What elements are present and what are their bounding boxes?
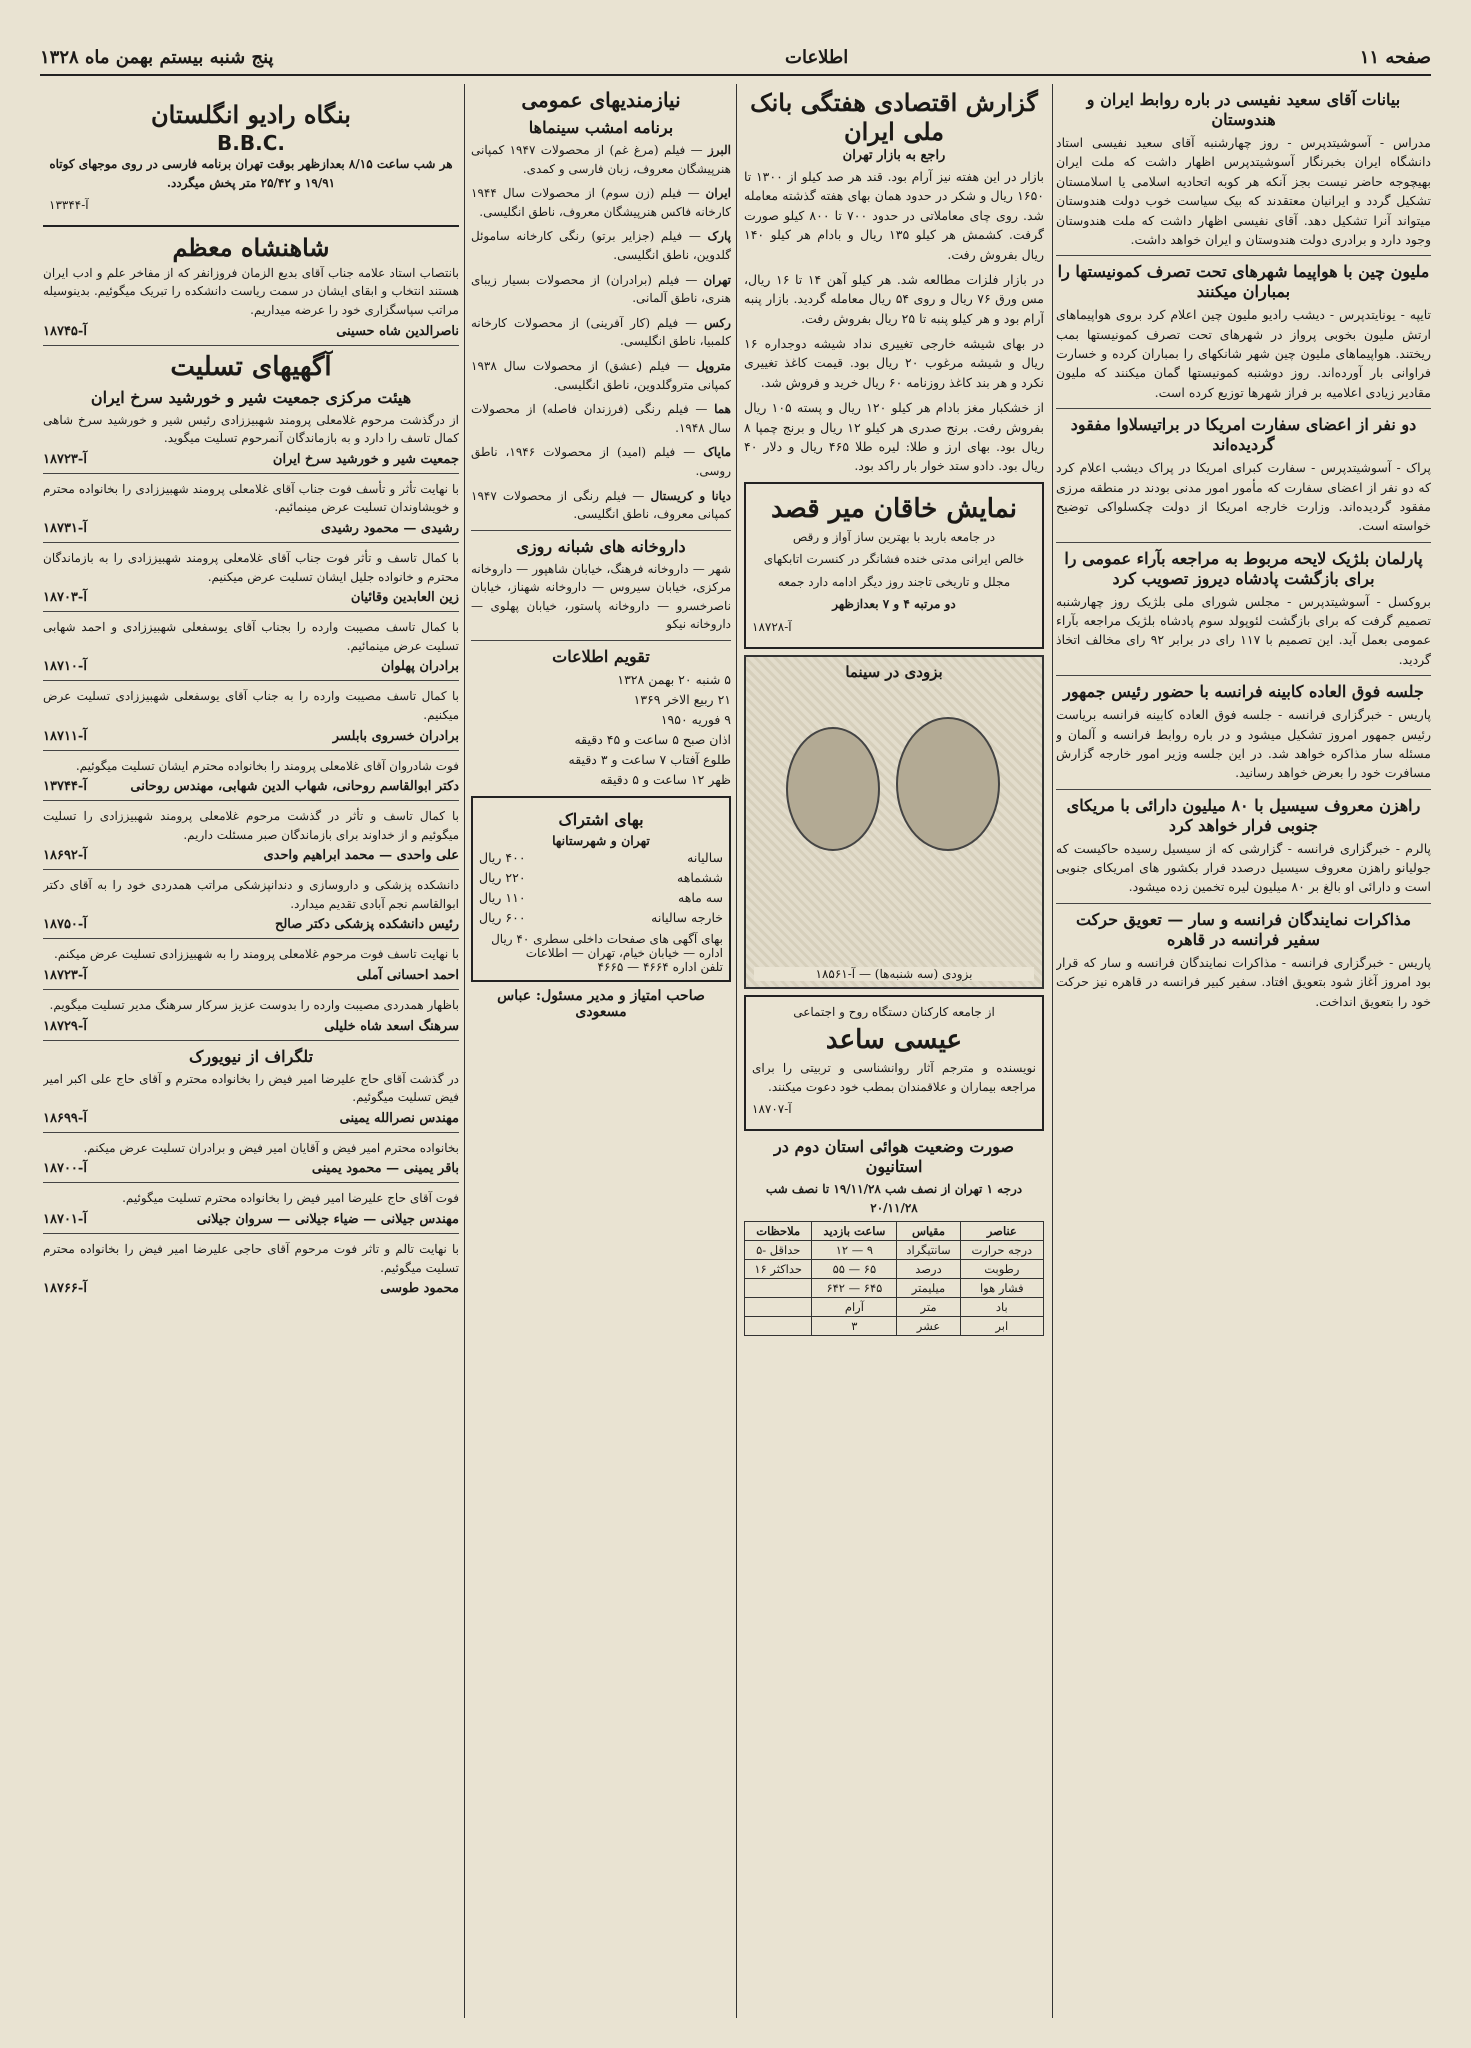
telegram-notice bbox=[43, 1047, 459, 1126]
weather-cell: حداقل -۵ bbox=[745, 1241, 812, 1260]
divider bbox=[471, 640, 731, 641]
date-line: پنج شنبه بیستم بهمن ماه ۱۳۲۸ bbox=[40, 46, 274, 68]
notice-text: با نهایت تأثر و تأسف فوت جناب آقای غلامعلی پرومند شهبیززادی را بخانواده محترم و خویشاوندان تسلیت عرض مینمائیم. bbox=[43, 481, 459, 515]
cinema-heading: برنامه امشب سینماها bbox=[528, 118, 674, 137]
report-paragraph: از خشکبار مغز بادام هر کیلو ۱۲۰ ریال و پسته ۱۰۵ ریال بفروش رفت. برنج صدری هر کیلو ۱۲ ریال و برنج چمپا ۸ ریال بود. بهای ارز و طلا: لیره طلا ۴۶۵ ریال و دلار ۴۰ ریال بود. دادو ستد خوار بار راکد بود. bbox=[744, 400, 1044, 474]
condolence-notice bbox=[43, 1139, 459, 1177]
ads-column bbox=[43, 84, 459, 2018]
article-title: دو نفر از اعضای سفارت امریکا در براتیسلاوا مفقود گردیده‌اند bbox=[1070, 415, 1417, 455]
calendar-line: ۲۱ ربیع الاخر ۱۳۶۹ bbox=[633, 692, 731, 708]
weather-cell: رطوبت bbox=[960, 1260, 1043, 1279]
divider bbox=[43, 1132, 459, 1133]
phones: تلفن اداره ۴۶۶۴ — ۴۶۶۵ bbox=[597, 960, 723, 975]
weather-row bbox=[745, 1241, 1044, 1260]
calendar-line: اذان صبح ۵ ساعت و ۴۵ دقیقه bbox=[574, 732, 731, 748]
notice-text: با کمال تاسف مصیبت وارده را به جناب آقای یوسفعلی شهبیززادی تسلیت عرض میکنیم. bbox=[43, 689, 459, 722]
pharmacy-list: شهر — داروخانه فرهنگ، خیابان شاهپور — داروخانه مرکزی، خیابان سیروس — داروخانه شهناز، خیابان ناصرخسرو — داروخانه پاستور، خیابان پهلوی — داروخانه نیکو bbox=[471, 561, 731, 632]
telegram-body: در گذشت آقای حاج علیرضا امیر فیض را بخانواده محترم و آقای حاج علی اکبر امیر فیض تسلیت میگوئیم. bbox=[43, 1071, 459, 1105]
subscription-row: خارجه سالیانه ۶۰۰ ریال bbox=[479, 910, 723, 926]
weather-cell: سانتیگراد bbox=[897, 1241, 960, 1260]
weather-cell: میلیمتر bbox=[897, 1279, 960, 1298]
report-title: گزارش اقتصادی هفتگی بانک ملی ایران bbox=[750, 88, 1038, 146]
condolence-notice bbox=[43, 757, 459, 795]
article-body: بروکسل - آسوشیتدپرس - مجلس شورای ملی بلژیک روز چهارشنبه تصمیم گرفت که برای بازگشت لئوپولد سوم پادشاه بلژیک مراجعه بآراء عمومی بعمل آید. این تصمیم با ۱۱۷ رای در برابر ۹۲ رای مخالف اتخاذ گردید. bbox=[1056, 593, 1431, 667]
ad-ref: آ-۱۸۷۲۸ bbox=[752, 620, 792, 634]
condolence-notice bbox=[43, 1240, 459, 1296]
subscription-heading: بهای اشتراک bbox=[558, 810, 644, 830]
weather-cell bbox=[745, 1317, 812, 1336]
theatre-line: خالص ایرانی مدتی خنده فشانگر در کنسرت اتابکهای bbox=[763, 552, 1025, 567]
weather-cell: متر bbox=[897, 1298, 960, 1317]
divider bbox=[43, 680, 459, 681]
calendar-line: طلوع آفتاب ۷ ساعت و ۳ دقیقه bbox=[568, 752, 731, 768]
condolence-notice bbox=[43, 388, 459, 467]
theatre-line: در جامعه باربد با بهترین ساز آواز و رقص bbox=[792, 529, 996, 544]
doctor-name: عیسی ساعد bbox=[825, 1025, 963, 1056]
subscription-subtitle: تهران و شهرستانها bbox=[552, 833, 650, 849]
calendar-box bbox=[471, 670, 731, 790]
signature-row: محمود طوسی آ-۱۸۷۶۶ bbox=[43, 1281, 459, 1297]
column-rule bbox=[736, 84, 737, 2018]
publisher-line: صاحب امتیاز و مدیر مسئول: عباس مسعودی bbox=[497, 988, 705, 1021]
signature-row: علی واحدی — محمد ابراهیم واحدی آ-۱۸۶۹۲ bbox=[43, 848, 459, 864]
doctor-intro: از جامعه کارکنان دستگاه روح و اجتماعی bbox=[793, 1004, 995, 1019]
paper-name: اطلاعات bbox=[785, 46, 849, 68]
cinema-item: پارک — فیلم (جزایر برتو) رنگی کارخانه ساموئل گلدوین، ناطق انگلیسی. bbox=[471, 229, 731, 262]
cinema-item: رکس — فیلم (کار آفرینی) از محصولات کارخانه کلمبیا، ناطق انگلیسی. bbox=[471, 315, 731, 349]
film-caption: بزودی (سه شنبه‌ها) — آ-۱۸۵۶۱ bbox=[754, 967, 1034, 981]
signature-row: رشیدی — محمود رشیدی آ-۱۸۷۳۱ bbox=[43, 520, 459, 536]
article-body: مدراس - آسوشیتدپرس - روز چهارشنبه آقای سعید نفیسی استاد دانشگاه ایران بخبرنگار آسوشیتدپرس اظهار داشت که ملت ایران بهیچوجه حاضر نیست بجز آنکه هر کوبه اتحادیه اسلامی یا اسلامستان تشکیل گردد و ایرانیان معتقدند که بیک سیاست خوب دولت هندوستان میتواند آنرا تشکیل دهد. آقای نفیسی اظهار داشت که ملت هندوستان وجود دارد و برادری دولت هندوستان و ایران خواهد داشت. bbox=[1056, 135, 1431, 247]
condolence-notice bbox=[43, 480, 459, 536]
notice-text: بخانواده محترم امیر فیض و آقایان امیر فیض و برادران تسلیت عرض میکنم. bbox=[83, 1140, 459, 1155]
article-title: مذاکرات نمایندگان فرانسه و سار — تعویق حرکت سفیر فرانسه در قاهره bbox=[1075, 909, 1412, 949]
report-subtitle: راجع به بازار تهران bbox=[842, 148, 946, 163]
calendar-line: ظهر ۱۲ ساعت و ۵ دقیقه bbox=[599, 772, 731, 788]
weather-subtitle: درجه ۱ تهران از نصف شب ۱۹/۱۱/۲۸ تا نصف شب ۲۰/۱۱/۲۸ bbox=[765, 1181, 1023, 1215]
signature-row: ناصرالدین شاه حسینی آ-۱۸۷۴۵ bbox=[43, 323, 459, 339]
signature-row: احمد احسانی آملی آ-۱۸۷۲۳ bbox=[43, 968, 459, 984]
signature-row: رئیس دانشکده پزشکی دکتر صالح آ-۱۸۷۵۰ bbox=[43, 917, 459, 933]
condolence-notice bbox=[43, 876, 459, 932]
divider bbox=[43, 800, 459, 801]
weather-cell: عشر bbox=[897, 1317, 960, 1336]
notice-text: با کمال تاسف مصیبت وارده را بجناب آقای یوسفعلی شهبیززادی و احمد شهابی تسلیت عرض مینمائیم. bbox=[43, 620, 459, 653]
report-paragraph: در بهای شیشه خارجی تغییری نداد شیشه دوجداره ۱۶ ریال و شیشه مرغوب ۲۰ ریال بود. قیمت کاغذ تغییری نکرد و هر بند کاغذ روزنامه ۶۰ ریال خرید و فروش شد. bbox=[744, 336, 1044, 390]
cinema-item: البرز — فیلم (مرغ غم) از محصولات ۱۹۴۷ کمپانی هنرپیشگان معروف، زبان فارسی و کمدی. bbox=[471, 143, 731, 176]
weather-table bbox=[744, 1221, 1044, 1336]
signature-row: مهندس نصرالله یمینی آ-۱۸۶۹۹ bbox=[43, 1110, 459, 1126]
condolence-notice bbox=[43, 807, 459, 863]
condolence-notice bbox=[43, 945, 459, 983]
portrait-shape bbox=[786, 727, 880, 851]
bbc-logo-text: B.B.C. bbox=[217, 131, 285, 155]
condolence-notice bbox=[43, 687, 459, 743]
portrait-shape bbox=[896, 717, 1000, 851]
weather-cell: باد bbox=[960, 1298, 1043, 1317]
doctor-body: نویسنده و مترجم آثار روانشناسی و تربیتی را برای مراجعه بیماران و علاقمندان بمطب خود دعوت میکنند. bbox=[752, 1061, 1036, 1094]
article-title: راهزن معروف سیسیل با ۸۰ میلیون دارائی با مریکای جنوبی فرار خواهد کرد bbox=[1066, 795, 1421, 835]
cinema-list bbox=[471, 141, 731, 524]
cinema-item: مایاک — فیلم (امید) از محصولات ۱۹۴۶، ناطق روسی. bbox=[471, 445, 731, 478]
calendar-line: ۵ شنبه ۲۰ بهمن ۱۳۲۸ bbox=[617, 672, 731, 688]
bbc-title: بنگاه رادیو انگلستان bbox=[151, 100, 351, 129]
signature-row: برادران خسروی بابلسر آ-۱۸۷۱۱ bbox=[43, 728, 459, 744]
news-column bbox=[1056, 84, 1431, 2018]
article-body: تایپه - یونایتدپرس - دیشب رادیو ملیون چین اعلام کرد بروی هواپیماهای ارتش ملیون بخوبی پرواز در شهرهای تحت تصرف کمونیستها بمب ریختند. هواپیماهای ملیون چین شهر شانکهای را بمباران کرده و خسارت فراوانی بار آورده‌اند. روز دوشنبه کمونیستها گمان میکنند که ملیون مقادیر زیادی اعلامیه بر فراز شهرها توزیع کرده است. bbox=[1056, 307, 1431, 400]
page-header bbox=[40, 40, 1431, 76]
divider bbox=[43, 938, 459, 939]
cinema-item: تهران — فیلم (برادران) از محصولات بسیار زیبای هنری، ناطق آلمانی. bbox=[471, 272, 731, 306]
article-title: پارلمان بلژیک لایحه مربوط به مراجعه بآراء عمومی را برای بازگشت پادشاه دیروز تصویب کرد bbox=[1064, 548, 1423, 588]
signature-row: باقر یمینی — محمود یمینی آ-۱۸۷۰۰ bbox=[43, 1161, 459, 1177]
weather-header: عناصر bbox=[960, 1222, 1043, 1241]
divider bbox=[43, 473, 459, 474]
article-body: پالرم - خبرگزاری فرانسه - گزارشی که از سیسیل رسیده حاکیست که جولیانو راهزن معروف سیسیل درصدد فرار بکشور های امریکای جنوبی است و دارائی او بالغ بر ۸۰ میلیون لیره تخمین زده میشود. bbox=[1056, 840, 1431, 895]
weather-header: ملاحظات bbox=[745, 1222, 812, 1241]
weather-cell bbox=[745, 1298, 812, 1317]
address: اداره — خیابان خیام، تهران — اطلاعات bbox=[525, 946, 723, 961]
signature-row: جمعیت شیر و خورشید سرخ ایران آ-۱۸۷۲۳ bbox=[43, 451, 459, 467]
report-column bbox=[744, 84, 1044, 2018]
notice-text: از درگذشت مرحوم غلامعلی پرومند شهبیززادی رئیس شیر و خورشید سرخ شاهی کمال تاسف را دارد و به بازماندگان آنمرحوم تسلیت میگوید. bbox=[43, 412, 459, 446]
divider bbox=[43, 345, 459, 346]
weather-cell: ۶۵ — ۵۵ bbox=[812, 1260, 897, 1279]
condolence-notice bbox=[43, 996, 459, 1034]
signature-row: سرهنگ اسعد شاه خلیلی آ-۱۸۷۲۹ bbox=[43, 1018, 459, 1034]
divider bbox=[43, 611, 459, 612]
weather-cell: فشار هوا bbox=[960, 1279, 1043, 1298]
ads-price: بهای آگهی های صفحات داخلی سطری ۴۰ ریال bbox=[491, 932, 723, 947]
article-body: پاریس - خبرگزاری فرانسه - جلسه فوق العاده کابینه فرانسه بریاست رئیس جمهور امروز تشکیل میشود و در باره روابط فرانسه و آلمان و مسئله سار مذاکره خواهد شد. در این جلسه وزیر امور خارجه گزارش مسافرت خود را بعرض خواهد رسانید. bbox=[1056, 707, 1431, 781]
divider bbox=[43, 1182, 459, 1183]
calendar-line: ۹ فوریه ۱۹۵۰ bbox=[660, 712, 731, 728]
listings-column bbox=[471, 84, 731, 2018]
cinema-item: ایران — فیلم (زن سوم) از محصولات سال ۱۹۴۴ کارخانه فاکس هنرپیشگان معروف، ناطق انگلیسی. bbox=[471, 186, 731, 219]
weather-cell: ابر bbox=[960, 1317, 1043, 1336]
doctor-ad bbox=[744, 995, 1044, 1131]
notice-text: باظهار همدردی مصیبت وارده را بدوست عزیز سرکار سرهنگ مدیر تسلیت میگویم. bbox=[49, 998, 459, 1013]
article-body: پاریس - خبرگزاری فرانسه - مذاکرات نمایندگان فرانسه و سار که قرار بود امروز آغاز شود بتعویق افتاد. سفیر کبیر فرانسه در قاهره نیز حرکت خود را بتعویق انداخت. bbox=[1056, 954, 1431, 1009]
film-title: بزودی در سینما bbox=[845, 662, 943, 681]
bbc-body: هر شب ساعت ۸/۱۵ بعدازظهر بوقت تهران برنامه فارسی در روی موجهای کوتاه ۱۹/۹۱ و ۲۵/۴۲ متر پخش میگردد. bbox=[49, 157, 453, 190]
page-number: صفحه ۱۱ bbox=[1359, 46, 1431, 68]
weather-title: صورت وضعیت هوائی استان دوم در استانیون bbox=[774, 1136, 1014, 1176]
divider bbox=[1056, 675, 1431, 676]
condolence-notice bbox=[43, 1189, 459, 1227]
subscription-box bbox=[471, 796, 731, 982]
notice-text: با نهایت تاسف فوت مرحوم غلامعلی پرومند را به شهبیززادی تسلیت عرض میکنم. bbox=[54, 947, 459, 962]
divider bbox=[1056, 255, 1431, 256]
weather-cell: آرام bbox=[812, 1298, 897, 1317]
calendar-heading: تقویم اطلاعات bbox=[552, 647, 650, 667]
article-title: بیانات آقای سعید نفیسی در باره روابط ایران و هندوستان bbox=[1086, 90, 1401, 129]
divider bbox=[43, 989, 459, 990]
weather-cell: ۳ bbox=[812, 1317, 897, 1336]
notice-text: دانشکده پزشکی و داروسازی و دندانپزشکی مراتب همدردی خود را به آقای دکتر ابوالقاسم نجم آبادی تقدیم میدارد. bbox=[43, 878, 459, 911]
cinema-item: دیانا و کریستال — فیلم رنگی از محصولات ۱۹۴۷ کمپانی معروف، ناطق انگلیسی. bbox=[471, 488, 731, 522]
subscription-row: سه ماهه ۱۱۰ ریال bbox=[479, 890, 723, 906]
cinema-item: متروپل — فیلم (عشق) از محصولات سال ۱۹۳۸ کمپانی متروگلدوین، ناطق انگلیسی. bbox=[471, 358, 731, 392]
weather-row bbox=[745, 1317, 1044, 1336]
subscription-row: ششماهه ۲۲۰ ریال bbox=[479, 870, 723, 886]
film-ad-illustration bbox=[744, 655, 1044, 989]
divider bbox=[1056, 789, 1431, 790]
weather-header: ساعت بازدید bbox=[812, 1222, 897, 1241]
divider bbox=[43, 1040, 459, 1041]
condolence-title: آگهیهای تسلیت bbox=[170, 351, 332, 382]
signature-row: زین العابدین وقائیان آ-۱۸۷۰۳ bbox=[43, 590, 459, 606]
condolence-notice bbox=[43, 618, 459, 674]
subscription-row: سالیانه ۴۰۰ ریال bbox=[479, 850, 723, 866]
condolence-notice bbox=[43, 549, 459, 605]
pharmacy-heading: داروخانه های شبانه روزی bbox=[516, 536, 686, 556]
weather-row bbox=[745, 1298, 1044, 1317]
notice-text: فوت آقای حاج علیرضا امیر فیض را بخانواده محترم تسلیت میگوئیم. bbox=[122, 1191, 459, 1206]
weather-cell: ۶۴۵ — ۶۴۲ bbox=[812, 1279, 897, 1298]
theatre-line: دو مرتبه ۴ و ۷ بعدازظهر bbox=[832, 597, 956, 612]
divider bbox=[471, 530, 731, 531]
theatre-ad bbox=[744, 482, 1044, 649]
shah-body: بانتصاب استاد علامه جناب آقای بدیع الزمان فروزانفر که از مفاخر علم و ادب ایران هستند انتخاب و ابقای ایشان در سمت ریاست دانشکده را تبریک میگوئیم. بدینوسیله مراتب سپاسگزاری خود را عرضه میداریم. bbox=[43, 265, 459, 317]
weather-cell: درصد bbox=[897, 1260, 960, 1279]
bbc-ad bbox=[43, 90, 459, 227]
shah-notice bbox=[43, 233, 459, 339]
ad-ref: آ-۱۸۷۰۷ bbox=[752, 1102, 792, 1117]
weather-header: مقیاس bbox=[897, 1222, 960, 1241]
divider bbox=[43, 750, 459, 751]
divider bbox=[1056, 903, 1431, 904]
column-rule bbox=[1052, 84, 1053, 2018]
weather-cell bbox=[745, 1279, 812, 1298]
article-body: پراک - آسوشیتدپرس - سفارت کبرای امریکا در پراک دیشب اعلام کرد که دو نفر از اعضای سفارت که مأمور امور مدنی بودند در منطقه مرزی مفقود گردیده‌اند. وزارت خارجه امریکا از دولت چکسلواکی توضیح خواسته است. bbox=[1056, 460, 1431, 534]
weather-cell: درجه حرارت bbox=[960, 1241, 1043, 1260]
weather-row bbox=[745, 1279, 1044, 1298]
signature-row: برادران پهلوان آ-۱۸۷۱۰ bbox=[43, 659, 459, 675]
notice-text: با نهایت تالم و تاثر فوت مرحوم آقای حاجی علیرضا امیر فیض را بخانواده محترم تسلیت میگوئیم. bbox=[43, 1242, 459, 1275]
article-title: ملیون چین با هواپیما شهرهای تحت تصرف کمونیستها را بمباران میکنند bbox=[1057, 262, 1430, 302]
divider bbox=[43, 542, 459, 543]
notice-head: هیئت مرکزی جمعیت شیر و خورشید سرخ ایران bbox=[90, 387, 412, 407]
theatre-line: مجلل و تاریخی تاجند روز دیگر ادامه دارد جمعه bbox=[777, 574, 1011, 589]
report-paragraph: بازار در این هفته نیز آرام بود. قند هر صد کیلو از ۱۳۰۰ تا ۱۶۵۰ ریال و شکر در حدود همان بهای هفته گذشته معامله شد. روی چای معاملاتی در حدود ۷۰۰ تا ۸۰۰ کیلو صورت گرفت. کشمش هر کیلو ۱۳۵ ریال و بادام هر کیلو ۱۴۰ ریال بفروش رفت. bbox=[744, 169, 1044, 262]
column-rule bbox=[464, 84, 465, 2018]
divider bbox=[43, 869, 459, 870]
article-title: جلسه فوق العاده کابینه فرانسه با حضور رئیس جمهور bbox=[1063, 682, 1424, 702]
shah-title: شاهنشاه معظم bbox=[172, 232, 330, 262]
telegram-title: تلگراف از نیویورک bbox=[188, 1046, 314, 1066]
listings-title: نیازمندیهای عمومی bbox=[521, 88, 681, 112]
divider bbox=[1056, 542, 1431, 543]
notice-text: با کمال تاسف و تأثر در گذشت مرحوم غلامعلی پرومند شهبیززادی را تسلیت میگوئیم و از خداوند برای بازماندگان صبر مسئلت داریم. bbox=[43, 809, 459, 842]
weather-cell: ۹ — ۱۲ bbox=[812, 1241, 897, 1260]
notice-text: فوت شادروان آقای غلامعلی پرومند را بخانواده محترم ایشان تسلیت میگوئیم. bbox=[75, 758, 459, 773]
signature-row: مهندس جیلانی — ضیاء جیلانی — سروان جیلانی آ-۱۸۷۰۱ bbox=[43, 1212, 459, 1228]
cinema-item: هما — فیلم رنگی (فرزندان فاصله) از محصولات سال ۱۹۴۸. bbox=[471, 402, 731, 435]
ad-ref: آ-۱۳۳۴۴ bbox=[49, 198, 89, 213]
divider bbox=[1056, 408, 1431, 409]
theatre-title: نمایش خاقان میر قصد bbox=[771, 493, 1017, 524]
signature-row: دکتر ابوالقاسم روحانی، شهاب الدین شهابی، مهندس روحانی آ-۱۳۷۴۴ bbox=[43, 779, 459, 795]
report-paragraph: در بازار فلزات مطالعه شد. هر کیلو آهن ۱۴ تا ۱۶ ریال، مس ورق ۷۶ ریال و روی ۵۴ ریال معامله گردید. بازار پنبه آرام بود و هر کیلو پنبه تا ۲۵ ریال بفروش رفت. bbox=[744, 271, 1044, 326]
weather-cell: حداکثر ۱۶ bbox=[745, 1260, 812, 1279]
weather-row bbox=[745, 1260, 1044, 1279]
weather-report bbox=[744, 1137, 1044, 1336]
divider bbox=[43, 1233, 459, 1234]
notice-text: با کمال تاسف و تأثر فوت جناب آقای غلامعلی پرومند شهبیززادی را به بازماندگان محترم و خانواده جلیل ایشان تسلیت عرض میکنیم. bbox=[43, 550, 459, 584]
